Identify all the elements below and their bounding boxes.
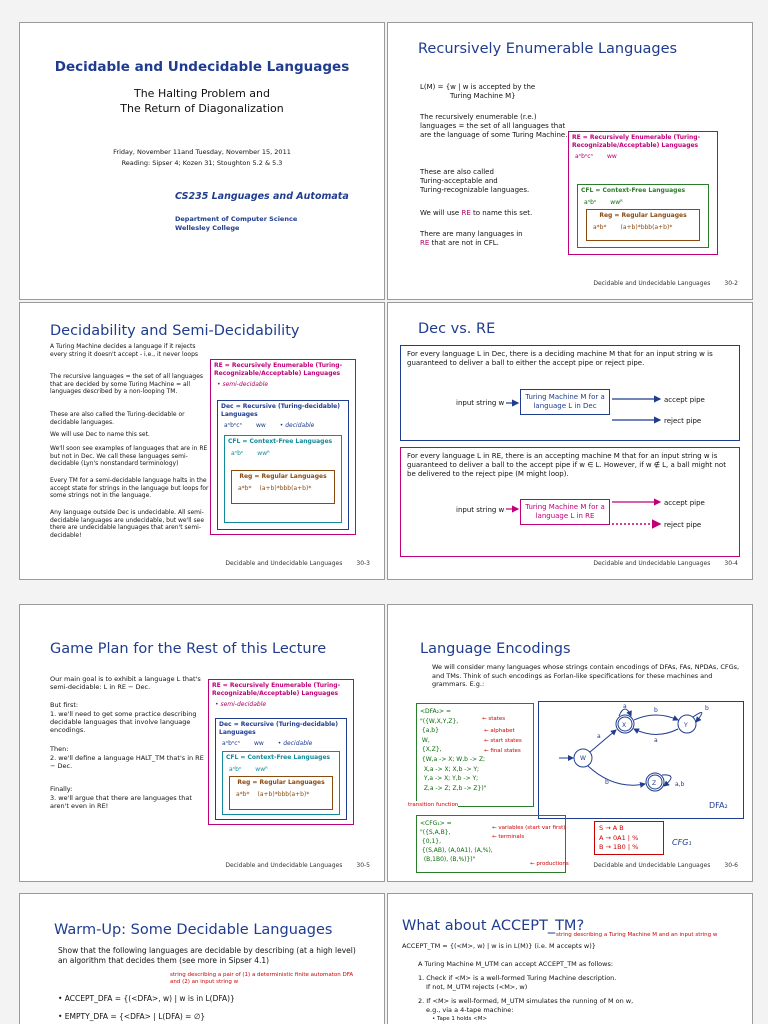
dfa-code	[420, 707, 486, 793]
slide-dec-vs-re	[387, 302, 753, 580]
pair-note: string describing a pair of (1) a deterministic finite automaton DFA and (2) an input string w	[170, 972, 354, 985]
cfg-code	[420, 819, 493, 864]
ann-vars: ← variables (start var first)	[492, 825, 566, 831]
utm-tape-1: • Tape 1 holds <M>	[432, 1016, 488, 1022]
svg-text:a: a	[623, 703, 627, 710]
reg-set-box: Reg = Regular Languages a*b* (a+b)*bbb(a+b)*	[229, 776, 333, 810]
deck-title: Decidable and Undecidable Languages	[54, 59, 350, 75]
department: Department of Computer Science	[175, 215, 298, 223]
dfa-code-line: W,	[420, 736, 430, 744]
slide-title: Decidability and Semi-Decidability	[50, 323, 300, 339]
accept-dfa: • ACCEPT_DFA = {(<DFA>, w) | w is in L(DFA)}	[58, 994, 235, 1003]
re-set-box: RE = Recursively Enumerable (Turing-Recognizable/Acceptable) Languages • semi-decidable Dec = Recursive (Turing-decidable) Languages aⁿbⁿcⁿ ww • decidable CFL = Context-Free Languages aⁿbⁿ wwᴿ Reg = Regular Languages a*b* (a+b)*bbb(a+b)*	[208, 679, 354, 825]
main-goal: Our main goal is to exhibit a language L that's semi-decidable: L in RE − Dec.	[50, 675, 201, 691]
svg-text:X: X	[622, 722, 627, 729]
slide-title: What about ACCEPT_TM?	[402, 918, 585, 934]
cfg-rule-line: A → 0A1 | %	[599, 833, 639, 842]
dfa-code-line: "({W,X,Y,Z},	[420, 717, 459, 725]
svg-text:a: a	[654, 737, 658, 744]
slide-re-languages	[387, 22, 753, 300]
ann-start: ← start states	[484, 738, 522, 744]
semi-decidable-def: We'll soon see examples of languages that are in RE but not in Dec. We call these languages semi-decidable (Lyn's nonstandard terminology)	[50, 445, 208, 467]
utm-step-1: 1. Check if <M> is a well-formed Turing Machine description.	[418, 974, 617, 982]
finally: Finally:	[50, 785, 73, 793]
course-name: CS235 Languages and Automata	[175, 191, 349, 202]
accept-pipe-re: accept pipe	[664, 499, 705, 507]
slide-footer: Decidable and Undecidable Languages 30-3	[225, 560, 370, 567]
deck-subtitle-2: The Return of Diagonalization	[120, 102, 284, 115]
cfg-code-line: {0,1},	[420, 838, 441, 845]
aka-2: Turing-acceptable and	[420, 177, 498, 185]
step-2: 2. we'll define a language HALT_TM that's in RE − Dec.	[50, 754, 204, 770]
lm-definition-2: Turing Machine M}	[450, 92, 516, 100]
re-text: For every language L in RE, there is an accepting machine M that for an input string w is guaranteed to deliver a ball to the accept pipe if w ∈ L. However, if w ∉ L, a ball might not be delivered to the reject pipe (M might loop).	[407, 452, 726, 478]
svg-text:DFA₂: DFA₂	[709, 801, 728, 810]
cfg-rules	[599, 824, 638, 853]
slide-decidability	[19, 302, 385, 580]
aka-3: Turing-recognizable languages.	[420, 186, 530, 194]
decides-def: A Turing Machine decides a language if it rejects every string it doesn't accept - i.e., it never loops	[50, 343, 198, 358]
dfa-code-line: {a,b}	[420, 727, 439, 735]
dfa-code-line: <DFA₂> =	[420, 708, 452, 715]
cfg-code-line: <CFG₁> =	[420, 820, 452, 827]
utm-step-2b: e.g., via a 4-tape machine:	[426, 1006, 514, 1014]
aka-1: These are also called	[420, 168, 494, 176]
many-langs-1: There are many languages in	[420, 230, 523, 238]
svg-text:Y: Y	[684, 722, 688, 729]
then: Then:	[50, 745, 69, 753]
encodings-intro: We will consider many languages whose strings contain encodings of DFAs, FAs, NPDAs, CFGs, and TMs. Think of such encodings as Forlan-like specifications for these machines and grammars. E.g.:	[432, 663, 740, 688]
cfl-set-box: CFL = Context-Free Languages aⁿbⁿ wwᴿ Reg = Regular Languages a*b* (a+b)*bbb(a+b)*	[222, 751, 340, 815]
re-label: RE = Recursively Enumerable (Turing-Recognizable/Acceptable) Languages	[572, 134, 701, 149]
utm-step-1b: If not, M_UTM rejects (<M>, w)	[426, 983, 528, 991]
input-label-dec: input string w	[456, 399, 505, 407]
semi-tm-behavior: Every TM for a semi-decidable language halts in the accept state for strings in the language but loops for some strings not in the language.	[50, 477, 209, 499]
dfa-code-line: {X,Z},	[420, 746, 442, 754]
dfa-code-line: {W,a -> X; W,b -> Z;	[420, 755, 486, 763]
re-definition: The recursively enumerable (r.e.) languages = the set of all languages that are the language of some Turing Machine.	[420, 113, 568, 139]
slide-title: Warm-Up: Some Decidable Languages	[54, 922, 333, 938]
cfg-code-line: "({S,A,B},	[420, 829, 451, 836]
step-3: 3. we'll argue that there are languages that aren't even in RE!	[50, 794, 192, 810]
ann-alphabet: ← alphabet	[484, 728, 515, 734]
cfg-name: CFG₁	[672, 838, 692, 847]
slide-game-plan	[19, 604, 385, 882]
aka-decidable: These are also called the Turing-decidable or decidable languages.	[50, 411, 185, 426]
reading-list: Reading: Sipser 4; Kozen 31; Stoughton 5.2 & 5.3	[121, 159, 283, 167]
recursive-def: The recursive languages = the set of all languages that are decided by some Turing Machine = all languages described by a non-looping TM.	[50, 373, 204, 395]
dfa-code-line: Z,a -> Z; Z,b -> Z})"	[420, 784, 487, 792]
reject-pipe-dec: reject pipe	[664, 417, 702, 425]
cfl-set-box: CFL = Context-Free Languages aⁿbⁿ wwᴿ Reg = Regular Languages a*b* (a+b)*bbb(a+b)*	[224, 435, 342, 523]
svg-text:b: b	[705, 705, 709, 712]
dec-text: For every language L in Dec, there is a deciding machine M that for an input string w is guaranteed to deliver a ball to either the accept pipe or reject pipe.	[407, 350, 713, 367]
dec-set-box: Dec = Recursive (Turing-decidable) Languages aⁿbⁿcⁿ ww • decidable CFL = Context-Free Languages aⁿbⁿ wwᴿ Reg = Regular Languages a*b* (a+b)*bbb(a+b)*	[215, 718, 347, 820]
naming-dec: We will use Dec to name this set.	[50, 431, 150, 438]
slide-title	[19, 22, 385, 300]
ann-terms: ← terminals	[492, 834, 525, 840]
slide-title: Dec vs. RE	[418, 321, 496, 337]
svg-text:a: a	[597, 733, 601, 740]
empty-dfa: • EMPTY_DFA = {<DFA> | L(DFA) = ∅}	[58, 1012, 206, 1021]
slide-accept-tm	[387, 893, 753, 1024]
slide-title: Game Plan for the Rest of this Lecture	[50, 641, 327, 657]
re-set-box	[568, 131, 718, 255]
step-1: 1. we'll need to get some practice describing decidable languages that involve language encodings.	[50, 710, 197, 734]
reg-set-box: Reg = Regular Languages a*b* (a+b)*bbb(a+b)*	[586, 209, 700, 241]
utm-step-2: 2. If <M> is well-formed, M_UTM simulates the running of M on w,	[418, 997, 634, 1005]
warmup-intro: Show that the following languages are decidable by describing (at a high level) an algorithm that decides them (see more in Sipser 4.1)	[58, 946, 356, 965]
dfa-diagram	[539, 702, 745, 820]
accept-tm-def: ACCEPT_TM = {(<M>, w) | w is in L(M)} (i.e. M accepts w)}	[402, 942, 596, 950]
slide-footer: Decidable and Undecidable Languages 30-6	[593, 862, 738, 869]
deck-subtitle-1: The Halting Problem and	[133, 87, 270, 100]
slide-footer: Decidable and Undecidable Languages 30-5	[225, 862, 370, 869]
cfg-rule-line: B → 1B0 | %	[599, 843, 639, 851]
cfl-set-box: CFL = Context-Free Languages aⁿbⁿ wwᴿ Reg = Regular Languages a*b* (a+b)*bbb(a+b)*	[577, 184, 709, 248]
re-examples: aⁿbⁿcⁿ ww	[575, 153, 617, 160]
lecture-date: Friday, November 11and Tuesday, November 15, 2011	[113, 148, 291, 156]
cfg-code-line: {(S,AB), (A,0A1), (A,%),	[420, 847, 493, 854]
re-set-box: RE = Recursively Enumerable (Turing-Recognizable/Acceptable) Languages • semi-decidable Dec = Recursive (Turing-decidable) Languages aⁿbⁿcⁿ ww • decidable CFL = Context-Free Languages aⁿbⁿ wwᴿ Reg = Regular Languages a*b* (a+b)*bbb(a+b)*	[210, 359, 356, 535]
svg-text:Z: Z	[652, 780, 657, 787]
input-label-re: input string w	[456, 506, 505, 514]
slide-title: Recursively Enumerable Languages	[418, 41, 678, 57]
many-langs-2: RE that are not in CFL.	[420, 239, 499, 247]
tm-box-dec: Turing Machine M for a language L in Dec	[520, 389, 610, 415]
slide-title: Language Encodings	[420, 641, 571, 657]
tm-pair-note: string describing a Turing Machine M and an input string w	[556, 932, 718, 938]
dfa-code-line: Y,a -> X; Y,b -> Y;	[420, 775, 479, 783]
svg-text:W: W	[580, 755, 586, 762]
reject-pipe-re: reject pipe	[664, 521, 702, 529]
undecidable-note: Any language outside Dec is undecidable. All semi-decidable languages are undecidable, but we'll see there are undecidable languages that aren't semi-decidable!	[50, 509, 205, 539]
but-first: But first:	[50, 701, 79, 709]
utm-intro: A Turing Machine M_UTM can accept ACCEPT_TM as follows:	[418, 960, 614, 968]
slide-footer: Decidable and Undecidable Languages 30-2	[593, 280, 738, 287]
dfa-code-line: X,a -> X; X,b -> Y;	[420, 765, 480, 773]
accept-pipe-dec: accept pipe	[664, 396, 705, 404]
svg-text:b: b	[654, 707, 658, 714]
cfg-rules-box	[594, 821, 664, 855]
dec-set-box: Dec = Recursive (Turing-decidable) Languages aⁿbⁿcⁿ ww • decidable CFL = Context-Free Languages aⁿbⁿ wwᴿ Reg = Regular Languages a*b* (a+b)*bbb(a+b)*	[217, 400, 349, 530]
dfa-diagram-box	[538, 701, 744, 819]
slide-warm-up	[19, 893, 385, 1024]
naming-note: We will use RE to name this set.	[420, 209, 533, 217]
tm-box-re: Turing Machine M for a language L in RE	[520, 499, 610, 525]
ann-final: ← final states	[484, 748, 521, 754]
ann-transition: transition function	[408, 802, 459, 808]
cfg-rule-line: S → A B	[599, 824, 624, 832]
svg-text:a,b: a,b	[675, 781, 685, 788]
ann-states: ← states	[482, 716, 506, 722]
reg-set-box: Reg = Regular Languages a*b* (a+b)*bbb(a+b)*	[231, 470, 335, 504]
pipe-arrows	[388, 303, 753, 580]
college: Wellesley College	[175, 224, 240, 232]
svg-text:b: b	[605, 779, 609, 786]
lm-definition-1: L(M) = {w | w is accepted by the	[420, 83, 536, 91]
slide-language-encodings	[387, 604, 753, 882]
ann-prods: ← productions	[530, 861, 569, 867]
slide-footer: Decidable and Undecidable Languages 30-4	[593, 560, 738, 567]
cfg-code-line: (B,1B0), (B,%)})"	[420, 856, 476, 863]
